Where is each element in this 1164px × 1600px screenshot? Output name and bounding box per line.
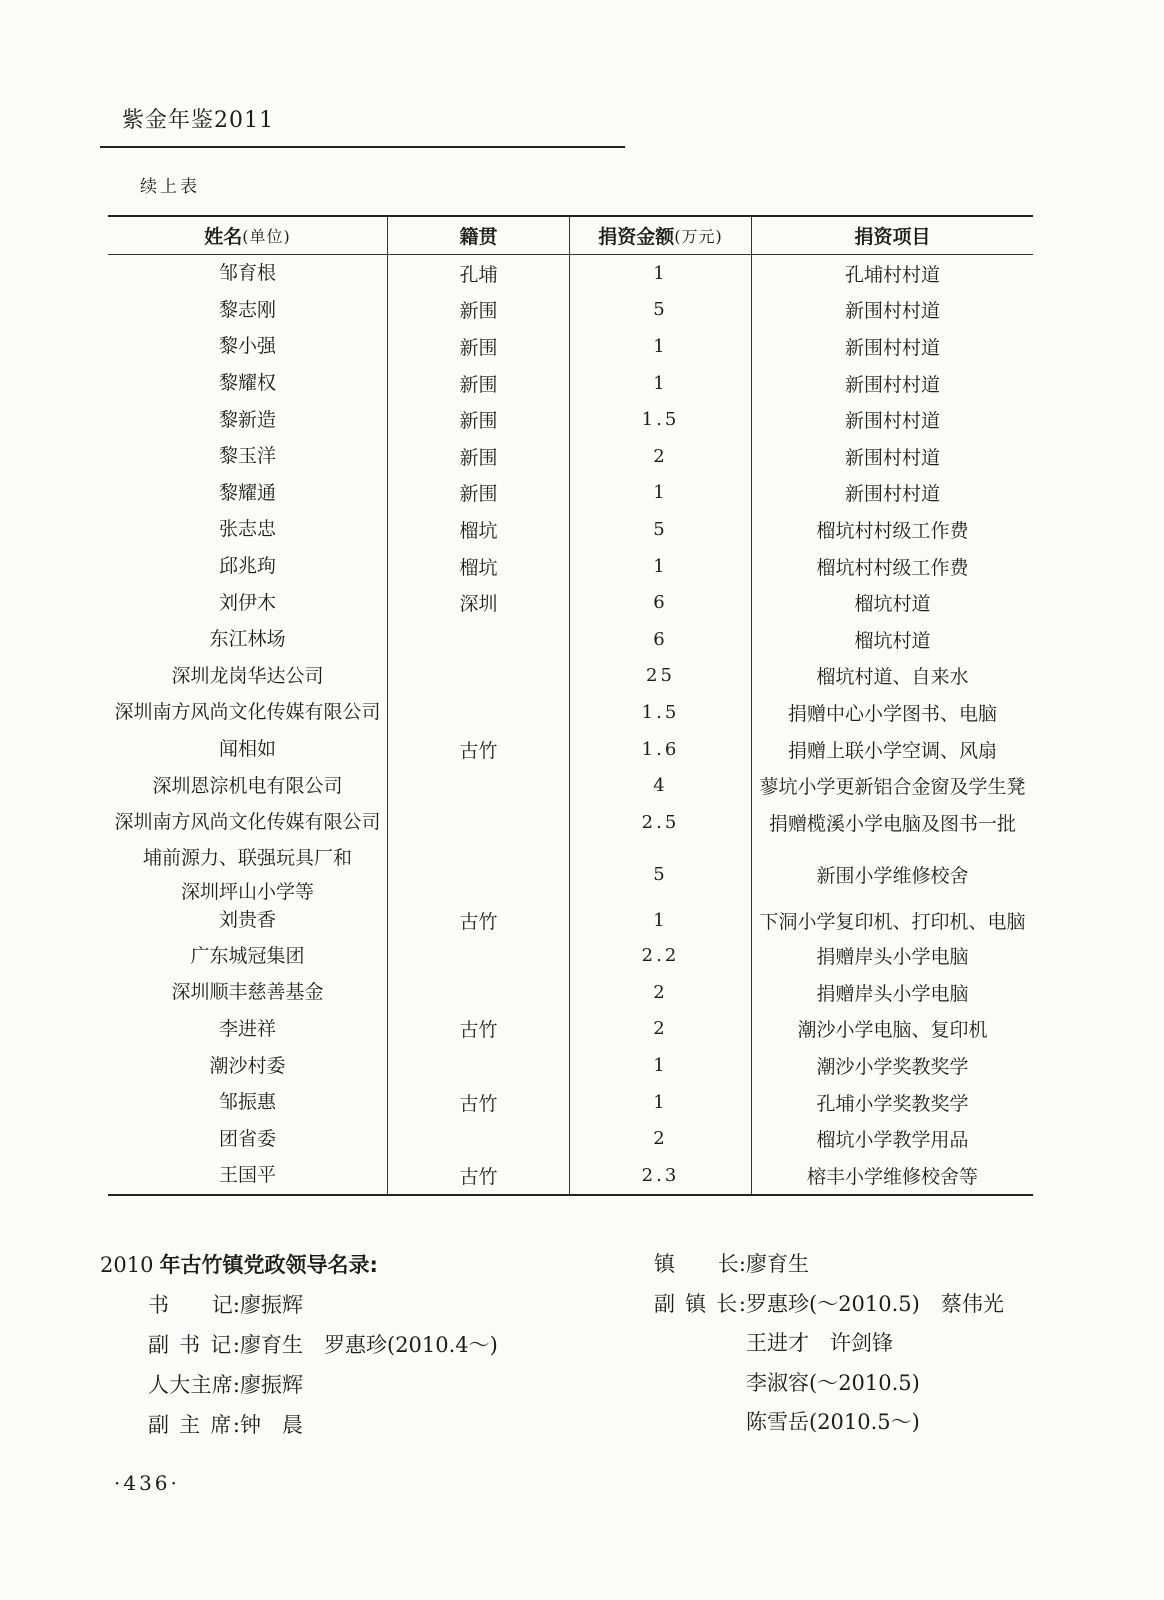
leader-names: [240, 1325, 498, 1365]
origin-cell: 古竹: [388, 731, 570, 768]
name-cell: [108, 365, 388, 402]
name-cell: [108, 548, 388, 585]
project-cell: 新围村村道: [844, 483, 940, 506]
amount-cell: 1: [570, 475, 752, 512]
leaders-right-column: [654, 1245, 1004, 1443]
donor-name-line: 深圳南方风尚文化传媒有限公司: [114, 811, 381, 834]
project-cell: 榴坑村村级工作费: [816, 519, 969, 542]
running-head: 紫金年鉴2011: [122, 108, 274, 133]
donor-name-line: 刘伊木: [218, 591, 276, 614]
origin-cell: 新围: [388, 438, 570, 475]
donor-name-line: 深圳南方风尚文化传媒有限公司: [114, 701, 381, 724]
column-header-origin: [388, 217, 570, 254]
amount-cell: 1: [570, 903, 752, 938]
amount-cell: 1: [570, 365, 752, 402]
name-cell: [108, 1157, 388, 1194]
amount-cell: 6: [570, 621, 752, 658]
name-cell: [108, 328, 388, 365]
donor-name-line: 深圳坪山小学等: [180, 880, 314, 903]
page-number: ·436·: [114, 1471, 180, 1495]
project-cell: 捐赠榄溪小学电脑及图书一批: [768, 812, 1016, 835]
project-cell: 新围村村道: [844, 300, 940, 323]
project-cell: 潮沙小学电脑、复印机: [797, 1019, 988, 1042]
name-cell: [108, 292, 388, 329]
amount-cell: 5: [570, 511, 752, 548]
project-cell: 榴坑村村级工作费: [816, 556, 969, 579]
project-cell: 捐赠岸头小学电脑: [816, 946, 969, 969]
leader-names: [746, 1285, 1004, 1443]
name-cell: [108, 974, 388, 1011]
table-row: [108, 511, 1033, 548]
amount-cell: 6: [570, 584, 752, 621]
column-header-amount: [570, 217, 752, 254]
amount-cell: 1.5: [570, 401, 752, 438]
amount-cell: 1.5: [570, 694, 752, 731]
table-row: [108, 974, 1033, 1011]
amount-cell: 1: [570, 328, 752, 365]
column-header-label: 捐资金额: [598, 226, 675, 248]
column-header-note: (单位): [242, 227, 291, 246]
donor-name-line: 邹育根: [218, 262, 276, 285]
amount-cell: 1: [570, 1084, 752, 1121]
amount-cell: 2: [570, 438, 752, 475]
project-cell: 潮沙小学奖教奖学: [816, 1056, 969, 1079]
name-cell: [108, 1120, 388, 1157]
leader-name-line: 李淑容(～2010.5): [746, 1370, 920, 1395]
leader-role: 副 书 记:: [148, 1333, 240, 1357]
amount-cell: 2.5: [570, 804, 752, 841]
origin-cell: 孔埔: [388, 255, 570, 292]
table-row: [108, 292, 1033, 329]
name-cell: [108, 938, 388, 975]
column-header-label: 姓名: [204, 226, 243, 248]
project-cell: 捐赠岸头小学电脑: [816, 982, 969, 1005]
name-cell: [108, 584, 388, 621]
project-cell: 新围村村道: [844, 373, 940, 396]
name-cell: [108, 658, 388, 695]
table-row: [108, 328, 1033, 365]
table-row: [108, 365, 1033, 402]
donor-name-line: 埔前源力、联强玩具厂和: [142, 846, 352, 869]
name-cell: [108, 255, 388, 292]
table-caption: 续上表: [140, 177, 200, 197]
origin-cell: 新围: [388, 328, 570, 365]
leader-role: 镇 长:: [654, 1252, 746, 1276]
name-cell: [108, 1084, 388, 1121]
project-cell: 新围村村道: [844, 446, 940, 469]
project-cell: 新围小学维修校舍: [816, 865, 969, 887]
amount-cell: 1: [570, 255, 752, 292]
origin-cell: 新围: [388, 475, 570, 512]
leader-entry: [148, 1285, 498, 1325]
leader-entry: [654, 1245, 1004, 1285]
project-cell: 榴坑小学教学用品: [816, 1129, 969, 1152]
table-row: [108, 903, 1033, 938]
donor-name-line: 深圳龙岗华达公司: [171, 664, 324, 687]
project-cell: 新围村村道: [844, 410, 940, 433]
name-cell: [108, 438, 388, 475]
leader-name-line: 廖振辉: [240, 1373, 303, 1397]
donor-name-line: 闻相如: [218, 738, 276, 761]
name-cell: [108, 1047, 388, 1084]
origin-cell: [388, 694, 570, 731]
name-cell: [108, 621, 388, 658]
table-header-row: [108, 217, 1033, 255]
project-cell: 蓼坑小学更新铝合金窗及学生凳: [759, 776, 1026, 799]
leader-names: [240, 1405, 303, 1445]
origin-cell: 榴坑: [388, 548, 570, 585]
amount-cell: 2: [570, 974, 752, 1011]
donor-name-line: 邹振惠: [218, 1091, 276, 1114]
amount-cell: 2.2: [570, 938, 752, 975]
table-row: [108, 1157, 1033, 1194]
project-cell: 捐赠上联小学空调、风扇: [787, 739, 997, 762]
origin-cell: [388, 1120, 570, 1157]
leader-name-line: 罗惠珍(～2010.5) 蔡伟光: [746, 1291, 1004, 1316]
table-row: [108, 694, 1033, 731]
origin-cell: 古竹: [388, 1157, 570, 1194]
name-cell: [108, 1011, 388, 1048]
amount-cell: 5: [570, 292, 752, 329]
leader-entry: [148, 1325, 498, 1365]
table-body: [108, 255, 1033, 1194]
origin-cell: 古竹: [388, 1011, 570, 1048]
donor-name-line: 刘贵香: [218, 909, 276, 931]
table-row: [108, 584, 1033, 621]
project-cell: 榴坑村道: [854, 593, 931, 616]
origin-cell: [388, 1047, 570, 1084]
table-row: [108, 1047, 1033, 1084]
column-header-project: [752, 217, 1033, 254]
leader-name-line: 陈雪岳(2010.5～): [746, 1410, 920, 1434]
donor-name-line: 黎耀通: [218, 481, 276, 504]
amount-cell: 2.3: [570, 1157, 752, 1194]
table-row: [108, 401, 1033, 438]
leader-names: [240, 1365, 303, 1405]
name-cell: [108, 841, 388, 909]
column-header-name: [108, 217, 388, 254]
donation-table: [108, 215, 1033, 1196]
donor-name-line: 黎新造: [218, 408, 276, 431]
leader-role: 副 镇 长:: [654, 1291, 746, 1316]
leader-name-line: 钟 晨: [240, 1413, 303, 1437]
donor-name-line: 黎玉洋: [218, 445, 276, 468]
amount-cell: 25: [570, 658, 752, 695]
table-row: [108, 658, 1033, 695]
project-cell: 孔埔村村道: [844, 263, 940, 286]
leaders-title-year: 2010: [100, 1253, 154, 1277]
origin-cell: 新围: [388, 365, 570, 402]
leaders-title: [100, 1245, 378, 1285]
amount-cell: 1.6: [570, 731, 752, 768]
leader-entry: [148, 1405, 498, 1445]
donor-name-line: 王国平: [218, 1164, 276, 1187]
amount-cell: 2: [570, 1120, 752, 1157]
table-row: [108, 731, 1033, 768]
amount-cell: 5: [570, 841, 752, 909]
table-row: [108, 841, 1033, 903]
table-row: [108, 438, 1033, 475]
amount-cell: 4: [570, 767, 752, 804]
leader-entry: [654, 1285, 1004, 1443]
leader-name-line: 廖育生: [746, 1252, 809, 1276]
name-cell: [108, 731, 388, 768]
project-cell: 新围村村道: [844, 336, 940, 359]
origin-cell: [388, 658, 570, 695]
origin-cell: [388, 621, 570, 658]
table-row: [108, 938, 1033, 975]
donor-name-line: 深圳恩淙机电有限公司: [152, 774, 343, 797]
donor-name-line: 广东城冠集团: [190, 944, 305, 967]
leader-role: 人大主席:: [148, 1373, 240, 1397]
origin-cell: [388, 938, 570, 975]
name-cell: [108, 475, 388, 512]
donor-name-line: 邱兆珣: [218, 555, 276, 578]
donor-name-line: 黎小强: [218, 335, 276, 358]
origin-cell: [388, 841, 570, 909]
project-cell: 榴坑村道: [854, 629, 931, 652]
origin-cell: [388, 974, 570, 1011]
table-row: [108, 1011, 1033, 1048]
leaders-title-text: 年古竹镇党政领导名录:: [159, 1253, 378, 1277]
origin-cell: 新围: [388, 292, 570, 329]
name-cell: [108, 767, 388, 804]
leaders-left-column: [148, 1285, 498, 1445]
donor-name-line: 深圳顺丰慈善基金: [171, 981, 324, 1004]
project-cell: 捐赠中心小学图书、电脑: [787, 702, 997, 725]
amount-cell: 1: [570, 548, 752, 585]
name-cell: [108, 694, 388, 731]
leader-name-line: 廖振辉: [240, 1293, 303, 1317]
donor-name-line: 李进祥: [218, 1017, 276, 1040]
project-cell: 孔埔小学奖教奖学: [816, 1092, 969, 1115]
leader-entry: [148, 1365, 498, 1405]
leader-role: 副 主 席:: [148, 1413, 240, 1437]
origin-cell: 深圳: [388, 584, 570, 621]
donor-name-line: 团省委: [218, 1127, 276, 1150]
name-cell: [108, 401, 388, 438]
table-row: [108, 1120, 1033, 1157]
table-row: [108, 804, 1033, 841]
column-header-label: 捐资项目: [854, 226, 931, 248]
donor-name-line: 潮沙村委: [209, 1054, 286, 1077]
leader-name-line: 王进才 许剑锋: [746, 1331, 893, 1355]
origin-cell: [388, 767, 570, 804]
project-cell: 下洞小学复印机、打印机、电脑: [759, 910, 1026, 933]
donor-name-line: 黎耀权: [218, 372, 276, 395]
leader-names: [240, 1285, 303, 1325]
table-row: [108, 621, 1033, 658]
amount-cell: 1: [570, 1047, 752, 1084]
column-header-note: (万元): [674, 227, 723, 246]
origin-cell: 古竹: [388, 903, 570, 938]
donor-name-line: 张志忠: [218, 518, 276, 541]
origin-cell: 新围: [388, 401, 570, 438]
table-row: [108, 1084, 1033, 1121]
donor-name-line: 黎志刚: [218, 298, 276, 321]
name-cell: [108, 903, 388, 938]
name-cell: [108, 804, 388, 841]
name-cell: [108, 511, 388, 548]
header-rule: [100, 146, 625, 148]
origin-cell: [388, 804, 570, 841]
table-row: [108, 548, 1033, 585]
donor-name-line: 东江林场: [209, 628, 286, 651]
project-cell: 榴坑村道、自来水: [816, 666, 969, 689]
table-row: [108, 767, 1033, 804]
origin-cell: 古竹: [388, 1084, 570, 1121]
column-header-label: 籍贯: [459, 226, 498, 248]
leader-names: [746, 1245, 809, 1285]
amount-cell: 2: [570, 1011, 752, 1048]
project-cell: 榕丰小学维修校舍等: [806, 1165, 978, 1188]
table-row: [108, 475, 1033, 512]
leader-role: 书 记:: [148, 1293, 240, 1317]
leader-name-line: 廖育生 罗惠珍(2010.4～): [240, 1333, 498, 1357]
table-row: [108, 255, 1033, 292]
origin-cell: 榴坑: [388, 511, 570, 548]
